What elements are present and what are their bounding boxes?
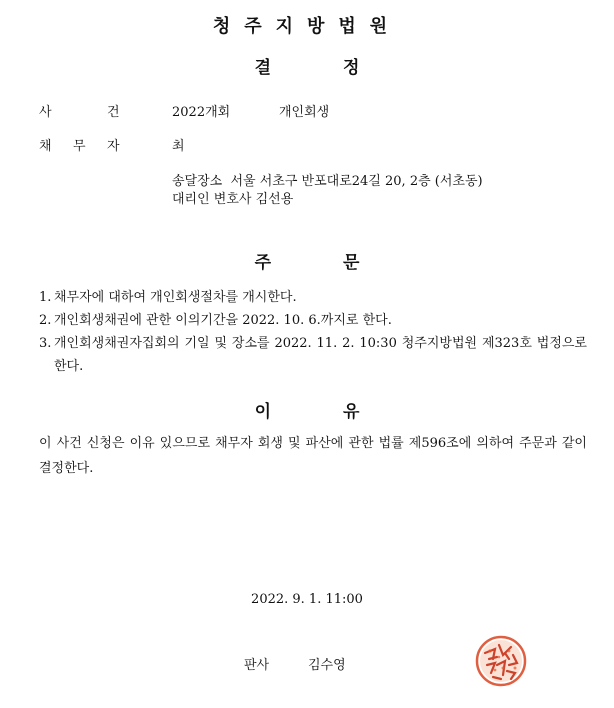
decision-date: 2022. 9. 1. 11:00 [251, 592, 363, 607]
order-item-text: 채무자에 대하여 개인회생절차를 개시한다. [54, 290, 297, 305]
debtor-label-char: 무 [73, 139, 86, 154]
reason-heading-char: 이 [254, 402, 271, 422]
doc-type-char: 정 [343, 58, 360, 78]
judge-name: 김수영 [308, 658, 346, 673]
order-item-number: 1. [39, 290, 52, 305]
order-item-number: 2. [39, 313, 52, 328]
judge-seal-image [475, 635, 527, 687]
reason-text: 이 사건 신청은 이유 있으므로 채무자 회생 및 파산에 관한 법률 제596조에 의하여 주문과 같이 결정한다. [39, 436, 587, 476]
order-item [39, 332, 587, 378]
order-item [39, 286, 587, 309]
delivery-address: 송달장소 서울 서초구 반포대로24길 20, 2층 (서초동) [172, 174, 483, 189]
case-label-char: 사 [39, 105, 52, 120]
order-item-text: 개인회생채권에 관한 이의기간을 2022. 10. 6.까지로 한다. [54, 313, 392, 328]
order-item [39, 309, 587, 332]
order-item-number: 3. [39, 336, 52, 351]
judge-title: 판사 [244, 658, 270, 673]
court-name: 청주지방법원 [212, 16, 402, 37]
order-list [39, 286, 587, 378]
case-label-char: 건 [107, 105, 120, 120]
debtor-agent: 대리인 변호사 김선용 [172, 192, 294, 207]
doc-type-char: 결 [254, 58, 271, 78]
debtor-label-char: 자 [107, 139, 120, 154]
order-heading-char: 주 [254, 253, 271, 273]
case-type: 개인회생 [279, 105, 330, 120]
case-number: 2022개회 [172, 105, 231, 120]
document-type-title [0, 53, 614, 78]
reason-heading [0, 397, 614, 422]
debtor-label [39, 135, 141, 154]
reason-heading-char: 유 [343, 402, 360, 422]
case-label [39, 101, 120, 120]
order-item-text: 개인회생채권자집회의 기일 및 장소를 2022. 11. 2. 10:30 청주지방법원 제323호 법정으로 한다. [54, 336, 587, 374]
debtor-label-char: 채 [39, 139, 52, 154]
order-heading-char: 문 [343, 253, 360, 273]
debtor-name: 최 [172, 139, 185, 154]
order-heading [0, 248, 614, 273]
